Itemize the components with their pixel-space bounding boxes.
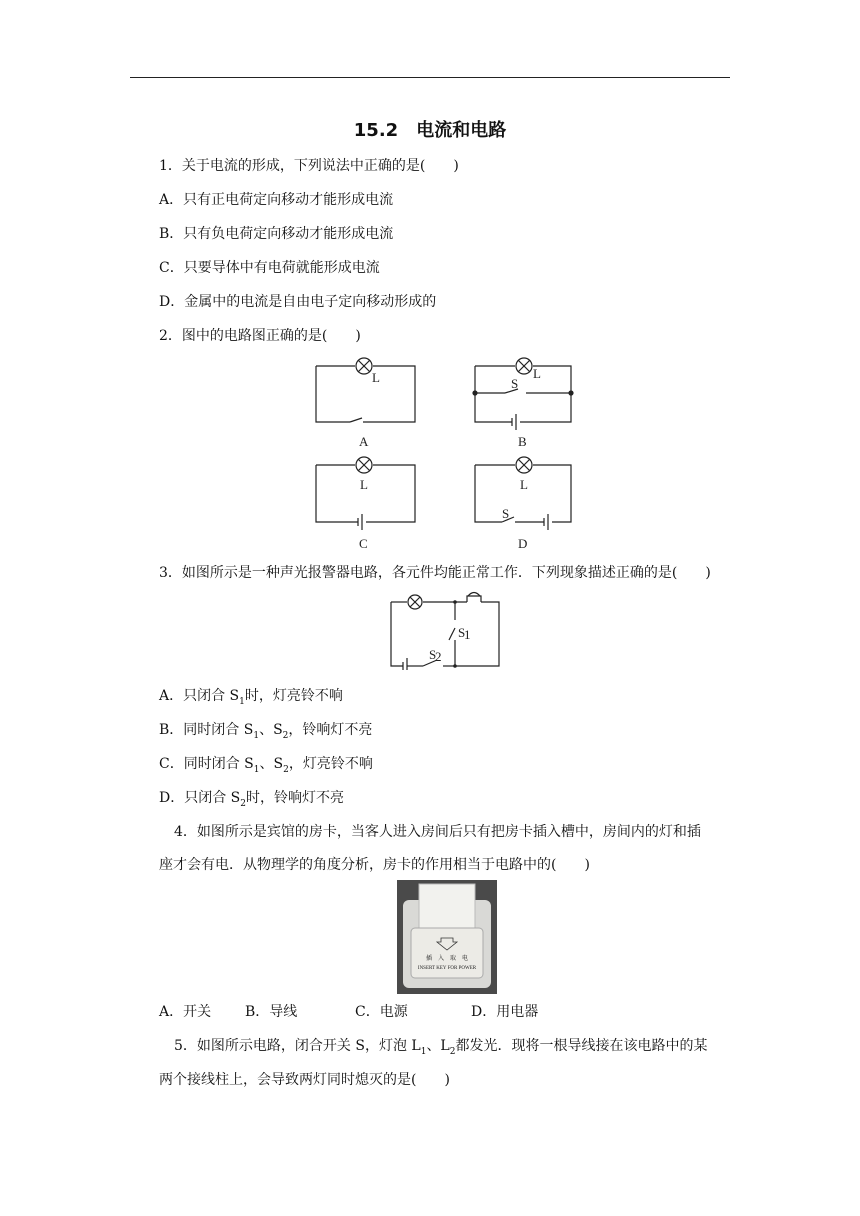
- circuit-d: [475, 457, 571, 530]
- circuit-a: [316, 358, 415, 422]
- q2-stem: 2．图中的电路图正确的是( ): [159, 328, 361, 344]
- q4-stem-line2: 座才会有电．从物理学的角度分析，房卡的作用相当于电路中的( ): [159, 857, 590, 873]
- q1-option-a: A．只有正电荷定向移动才能形成电流: [159, 192, 394, 208]
- header-rule: [130, 77, 730, 78]
- q1-option-d: D．金属中的电流是自由电子定向移动形成的: [159, 294, 437, 310]
- caption-a: A: [359, 434, 369, 449]
- caption-b: B: [518, 434, 527, 449]
- card-text-en: INSERT KEY FOR POWER: [417, 966, 477, 971]
- label-switch-b: S: [511, 376, 519, 391]
- label-lamp-d: L: [520, 477, 528, 492]
- circuit-c: [316, 457, 415, 530]
- q1-stem: 1．关于电流的形成，下列说法中正确的是( ): [159, 158, 459, 174]
- q4-option-c: C．电源: [355, 1004, 408, 1020]
- caption-c: C: [359, 536, 368, 551]
- page-title: 15.2 电流和电路: [353, 120, 507, 141]
- q5-stem-line2: 两个接线柱上，会导致两灯同时熄灭的是( ): [159, 1072, 450, 1088]
- q1-option-b: B．只有负电荷定向移动才能形成电流: [159, 226, 394, 242]
- label-s2: S: [429, 647, 437, 662]
- room-card-photo: [397, 880, 497, 994]
- q2-circuit-figure: [300, 352, 590, 552]
- q4-stem-line1: 4．如图所示是宾馆的房卡，当客人进入房间后只有把房卡插入槽中，房间内的灯和插: [174, 824, 701, 840]
- q3-option-a: A．只闭合 $S_1$时，灯亮铃不响: [159, 688, 343, 707]
- label-s2-sub: 2: [435, 649, 442, 664]
- caption-d: D: [518, 536, 528, 551]
- q3-alarm-circuit: [385, 590, 505, 670]
- label-lamp-b: L: [533, 366, 541, 381]
- q3-stem: 3．如图所示是一种声光报警器电路，各元件均能正常工作．下列现象描述正确的是( ): [159, 565, 711, 581]
- q4-option-a: A．开关: [159, 1004, 212, 1020]
- label-lamp-c: L: [360, 477, 368, 492]
- circuit-b: [473, 358, 573, 430]
- label-s1: S: [458, 625, 466, 640]
- q1-option-c: C．只要导体中有电荷就能形成电流: [159, 260, 380, 276]
- label-switch-d: S: [502, 506, 510, 521]
- q3-option-d: D．只闭合 $S_2$时，铃响灯不亮: [159, 790, 344, 809]
- card-text-cn: 插 入 取 电: [425, 956, 469, 962]
- q3-option-b: B．同时闭合 $S_1$、$S_2$，铃响灯不亮: [159, 722, 373, 741]
- q3-option-c: C．同时闭合 $S_1$、$S_2$，灯亮铃不响: [159, 756, 373, 775]
- label-s1-sub: 1: [464, 627, 471, 642]
- q4-option-d: D．用电器: [471, 1004, 539, 1020]
- q4-option-b: B．导线: [245, 1004, 298, 1020]
- label-lamp-a: L: [372, 370, 380, 385]
- q5-stem-line1: 5．如图所示电路，闭合开关 S，灯泡 $L_1$、$L_2$都发光．现将一根导线接在该电路中的某: [174, 1038, 708, 1057]
